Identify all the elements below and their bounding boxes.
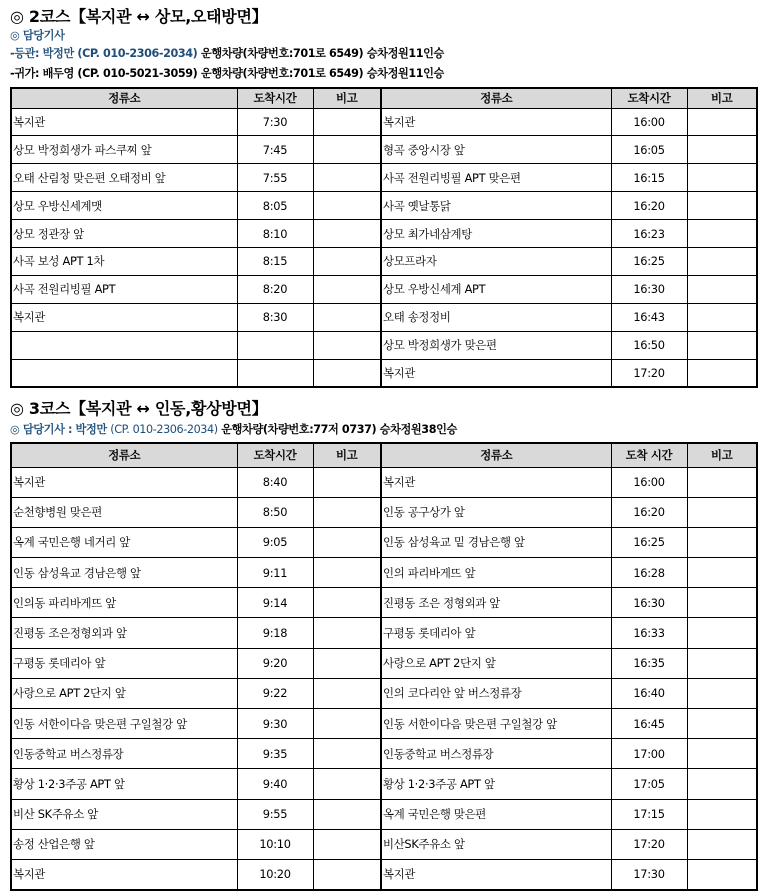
time-cell-right: 16:25 xyxy=(611,247,687,275)
stop-cell-left: 복지관 xyxy=(11,859,237,889)
course2-table-body xyxy=(11,108,757,387)
note-cell-left xyxy=(313,359,381,387)
time-cell-right: 16:30 xyxy=(611,588,687,618)
time-cell-left: 9:30 xyxy=(237,709,313,739)
time-cell-right: 17:05 xyxy=(611,769,687,799)
table-row xyxy=(11,136,757,164)
time-cell-right: 16:28 xyxy=(611,558,687,588)
time-cell-right: 16:00 xyxy=(611,467,687,497)
header-note-right: 비고 xyxy=(687,88,757,108)
table-row xyxy=(11,108,757,136)
stop-cell-left xyxy=(11,359,237,387)
table-header-row xyxy=(11,443,757,467)
time-cell-right: 17:00 xyxy=(611,739,687,769)
stop-cell-left: 사곡 보성 APT 1차 xyxy=(11,247,237,275)
header-note-right: 비고 xyxy=(687,443,757,467)
table-row xyxy=(11,303,757,331)
table-row xyxy=(11,678,757,708)
stop-cell-right: 사랑으로 APT 2단지 앞 xyxy=(381,648,611,678)
time-cell-right: 16:20 xyxy=(611,192,687,220)
note-cell-right xyxy=(687,192,757,220)
note-cell-left xyxy=(313,192,381,220)
note-cell-left xyxy=(313,527,381,557)
stop-cell-right: 상모프라자 xyxy=(381,247,611,275)
note-cell-left xyxy=(313,618,381,648)
header-stop-right: 정류소 xyxy=(381,88,611,108)
table-row xyxy=(11,588,757,618)
note-cell-right xyxy=(687,859,757,889)
time-cell-left: 7:30 xyxy=(237,108,313,136)
note-cell-left xyxy=(313,108,381,136)
stop-cell-right: 인의 코다리안 앞 버스정류장 xyxy=(381,678,611,708)
stop-cell-right: 인동 공구상가 앞 xyxy=(381,497,611,527)
note-cell-right xyxy=(687,303,757,331)
time-cell-left: 8:10 xyxy=(237,220,313,248)
stop-cell-left xyxy=(11,331,237,359)
note-cell-right xyxy=(687,709,757,739)
note-cell-left xyxy=(313,220,381,248)
note-cell-right xyxy=(687,275,757,303)
note-cell-left xyxy=(313,829,381,859)
note-cell-left xyxy=(313,164,381,192)
header-note-left: 비고 xyxy=(313,88,381,108)
table-row xyxy=(11,527,757,557)
note-cell-right xyxy=(687,220,757,248)
note-cell-left xyxy=(313,467,381,497)
time-cell-left: 9:35 xyxy=(237,739,313,769)
note-cell-left xyxy=(313,739,381,769)
stop-cell-left: 구평동 롯데리아 앞 xyxy=(11,648,237,678)
course2-go-driver: 박정만 (CP. 010-2306-2034) xyxy=(42,47,198,60)
time-cell-left: 9:14 xyxy=(237,588,313,618)
table-row xyxy=(11,799,757,829)
note-cell-left xyxy=(313,331,381,359)
time-cell-left: 9:55 xyxy=(237,799,313,829)
stop-cell-left: 사곡 전원리빙필 APT xyxy=(11,275,237,303)
time-cell-left: 8:30 xyxy=(237,303,313,331)
table-row xyxy=(11,648,757,678)
course3-title: ◎ 3코스【복지관 ↔ 인동,황상방면】 xyxy=(10,399,268,418)
stop-cell-right: 형곡 중앙시장 앞 xyxy=(381,136,611,164)
table-row xyxy=(11,829,757,859)
note-cell-right xyxy=(687,164,757,192)
stop-cell-left: 인동중학교 버스정류장 xyxy=(11,739,237,769)
time-cell-left: 10:20 xyxy=(237,859,313,889)
stop-cell-right: 상모 박정희생가 맞은편 xyxy=(381,331,611,359)
note-cell-right xyxy=(687,588,757,618)
stop-cell-left: 인동 삼성육교 경남은행 앞 xyxy=(11,558,237,588)
stop-cell-right: 오태 송정정비 xyxy=(381,303,611,331)
stop-cell-left: 진평동 조은정형외과 앞 xyxy=(11,618,237,648)
time-cell-right: 16:00 xyxy=(611,108,687,136)
time-cell-left: 9:18 xyxy=(237,618,313,648)
time-cell-right: 16:43 xyxy=(611,303,687,331)
time-cell-left: 8:15 xyxy=(237,247,313,275)
note-cell-left xyxy=(313,678,381,708)
note-cell-left xyxy=(313,247,381,275)
header-stop-left: 정류소 xyxy=(11,88,237,108)
note-cell-left xyxy=(313,769,381,799)
stop-cell-right: 복지관 xyxy=(381,108,611,136)
note-cell-right xyxy=(687,331,757,359)
time-cell-left: 9:11 xyxy=(237,558,313,588)
course3-schedule-table xyxy=(10,442,758,891)
stop-cell-left: 인동 서한이다음 맞은편 구일철강 앞 xyxy=(11,709,237,739)
stop-cell-left: 상모 우방신세계맷 xyxy=(11,192,237,220)
header-stop-right: 정류소 xyxy=(381,443,611,467)
table-row xyxy=(11,709,757,739)
table-row xyxy=(11,739,757,769)
course2-back-driver: 배두영 (CP. 010-5021-3059) xyxy=(42,67,198,80)
stop-cell-right: 옥계 국민은행 맞은편 xyxy=(381,799,611,829)
time-cell-right: 17:15 xyxy=(611,799,687,829)
stop-cell-left: 복지관 xyxy=(11,303,237,331)
stop-cell-right: 상모 우방신세계 APT xyxy=(381,275,611,303)
time-cell-right: 16:23 xyxy=(611,220,687,248)
stop-cell-left: 순천향병원 맞은편 xyxy=(11,497,237,527)
stop-cell-left: 황상 1·2·3주공 APT 앞 xyxy=(11,769,237,799)
table-row xyxy=(11,192,757,220)
stop-cell-left: 인의동 파리바게뜨 앞 xyxy=(11,588,237,618)
stop-cell-right: 사곡 옛날통닭 xyxy=(381,192,611,220)
stop-cell-right: 인동 삼성육교 밑 경남은행 앞 xyxy=(381,527,611,557)
stop-cell-left: 송정 산업은행 앞 xyxy=(11,829,237,859)
table-row xyxy=(11,359,757,387)
course2-driver-back xyxy=(10,65,444,81)
time-cell-left: 7:45 xyxy=(237,136,313,164)
time-cell-right: 16:25 xyxy=(611,527,687,557)
header-time-right: 도착시간 xyxy=(611,88,687,108)
course2-driver-heading: ◎ 담당기사 xyxy=(10,29,65,42)
note-cell-right xyxy=(687,769,757,799)
course2-title: ◎ 2코스【복지관 ↔ 상모,오태방면】 xyxy=(10,7,268,26)
time-cell-left xyxy=(237,331,313,359)
note-cell-right xyxy=(687,136,757,164)
time-cell-right: 16:05 xyxy=(611,136,687,164)
note-cell-right xyxy=(687,678,757,708)
stop-cell-left: 복지관 xyxy=(11,108,237,136)
note-cell-left xyxy=(313,275,381,303)
course3-driver-label: ◎ 담당기사 : 박정만 xyxy=(10,423,107,436)
course3-driver-line xyxy=(10,421,457,437)
time-cell-right: 16:30 xyxy=(611,275,687,303)
stop-cell-right: 상모 최가네삼계탕 xyxy=(381,220,611,248)
note-cell-left xyxy=(313,799,381,829)
table-row xyxy=(11,275,757,303)
time-cell-right: 17:20 xyxy=(611,359,687,387)
course2-back-label: -귀가: xyxy=(10,67,40,80)
table-row xyxy=(11,769,757,799)
stop-cell-right: 복지관 xyxy=(381,467,611,497)
time-cell-left: 10:10 xyxy=(237,829,313,859)
time-cell-left: 9:20 xyxy=(237,648,313,678)
time-cell-left xyxy=(237,359,313,387)
note-cell-right xyxy=(687,359,757,387)
time-cell-left: 9:40 xyxy=(237,769,313,799)
stop-cell-right: 인동 서한이다음 맞은편 구일철강 앞 xyxy=(381,709,611,739)
time-cell-right: 17:20 xyxy=(611,829,687,859)
table-row xyxy=(11,247,757,275)
table-row xyxy=(11,331,757,359)
time-cell-right: 16:45 xyxy=(611,709,687,739)
note-cell-right xyxy=(687,618,757,648)
note-cell-left xyxy=(313,497,381,527)
stop-cell-right: 비산SK주유소 앞 xyxy=(381,829,611,859)
table-row xyxy=(11,618,757,648)
table-row xyxy=(11,467,757,497)
time-cell-right: 16:20 xyxy=(611,497,687,527)
course2-go-label: -등관: xyxy=(10,47,40,60)
note-cell-right xyxy=(687,467,757,497)
time-cell-left: 8:40 xyxy=(237,467,313,497)
note-cell-left xyxy=(313,558,381,588)
note-cell-left xyxy=(313,588,381,618)
stop-cell-left: 옥계 국민은행 네거리 앞 xyxy=(11,527,237,557)
note-cell-right xyxy=(687,527,757,557)
time-cell-left: 7:55 xyxy=(237,164,313,192)
course2-go-vehicle: 운행차량(차량번호:701로 6549) 승차정원11인승 xyxy=(200,47,444,60)
time-cell-left: 9:05 xyxy=(237,527,313,557)
note-cell-right xyxy=(687,739,757,769)
time-cell-left: 9:22 xyxy=(237,678,313,708)
time-cell-right: 16:15 xyxy=(611,164,687,192)
course3-driver-phone: (CP. 010-2306-2034) xyxy=(110,423,218,436)
note-cell-right xyxy=(687,108,757,136)
note-cell-right xyxy=(687,497,757,527)
course3-table-body xyxy=(11,467,757,890)
stop-cell-right: 인의 파리바게뜨 앞 xyxy=(381,558,611,588)
time-cell-left: 8:20 xyxy=(237,275,313,303)
stop-cell-right: 복지관 xyxy=(381,859,611,889)
note-cell-left xyxy=(313,859,381,889)
note-cell-left xyxy=(313,303,381,331)
note-cell-left xyxy=(313,709,381,739)
note-cell-left xyxy=(313,648,381,678)
stop-cell-right: 복지관 xyxy=(381,359,611,387)
table-row xyxy=(11,164,757,192)
course2-back-vehicle: 운행차량(차량번호:701로 6549) 승차정원11인승 xyxy=(200,67,444,80)
header-time-left: 도착시간 xyxy=(237,443,313,467)
course2-schedule-table xyxy=(10,87,758,388)
time-cell-right: 16:35 xyxy=(611,648,687,678)
stop-cell-right: 구평동 롯데리아 앞 xyxy=(381,618,611,648)
header-note-left: 비고 xyxy=(313,443,381,467)
table-row xyxy=(11,220,757,248)
header-time-left: 도착시간 xyxy=(237,88,313,108)
header-time-right: 도착 시간 xyxy=(611,443,687,467)
course2-driver-go xyxy=(10,45,444,61)
note-cell-right xyxy=(687,558,757,588)
stop-cell-right: 인동중학교 버스정류장 xyxy=(381,739,611,769)
table-header-row xyxy=(11,88,757,108)
note-cell-left xyxy=(313,136,381,164)
time-cell-right: 16:50 xyxy=(611,331,687,359)
time-cell-right: 16:33 xyxy=(611,618,687,648)
course3-vehicle: 운행차량(차량번호:77저 0737) 승차정원38인승 xyxy=(221,423,457,436)
stop-cell-left: 상모 정관장 앞 xyxy=(11,220,237,248)
stop-cell-left: 복지관 xyxy=(11,467,237,497)
table-row xyxy=(11,497,757,527)
header-stop-left: 정류소 xyxy=(11,443,237,467)
stop-cell-right: 진평동 조은 정형외과 앞 xyxy=(381,588,611,618)
stop-cell-right: 사곡 전원리빙필 APT 맞은편 xyxy=(381,164,611,192)
stop-cell-left: 상모 박정희생가 파스쿠찌 앞 xyxy=(11,136,237,164)
time-cell-left: 8:50 xyxy=(237,497,313,527)
note-cell-right xyxy=(687,648,757,678)
note-cell-right xyxy=(687,799,757,829)
stop-cell-right: 황상 1·2·3주공 APT 앞 xyxy=(381,769,611,799)
time-cell-right: 17:30 xyxy=(611,859,687,889)
note-cell-right xyxy=(687,829,757,859)
table-row xyxy=(11,859,757,889)
time-cell-left: 8:05 xyxy=(237,192,313,220)
stop-cell-left: 오태 산림청 맞은편 오태정비 앞 xyxy=(11,164,237,192)
table-row xyxy=(11,558,757,588)
note-cell-right xyxy=(687,247,757,275)
stop-cell-left: 비산 SK주유소 앞 xyxy=(11,799,237,829)
stop-cell-left: 사랑으로 APT 2단지 앞 xyxy=(11,678,237,708)
time-cell-right: 16:40 xyxy=(611,678,687,708)
